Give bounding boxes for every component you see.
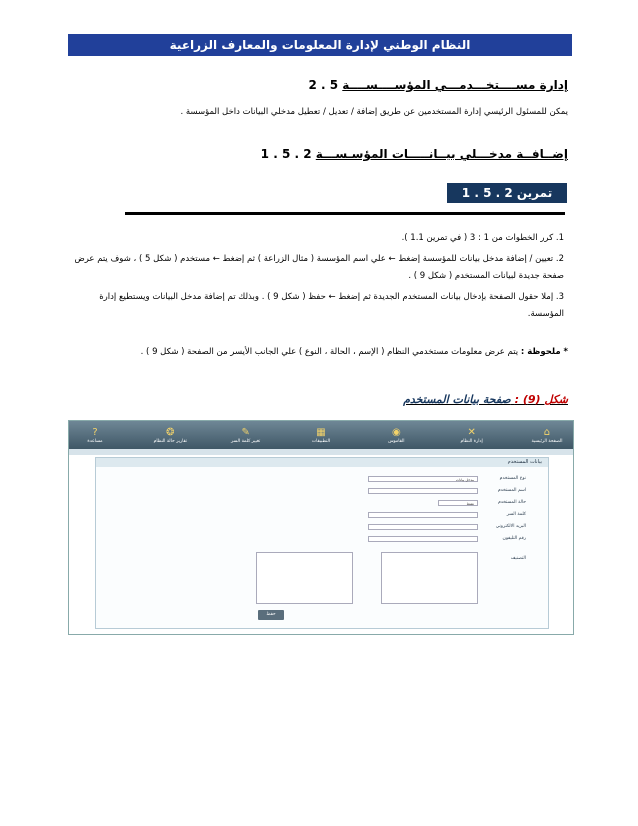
nav-item-applications[interactable]: [299, 421, 343, 449]
panel-title: بيانات المستخدم: [96, 458, 548, 467]
nav-label: القاموس: [388, 438, 405, 444]
email-label: البريد الالكتروني: [495, 524, 526, 529]
section-heading: [294, 78, 568, 92]
phone-input[interactable]: [368, 536, 478, 542]
classification-box-right[interactable]: [381, 552, 478, 604]
section-number: 5 . 2: [308, 78, 339, 92]
note: [141, 347, 568, 357]
key-icon: ✎: [241, 426, 250, 438]
save-button[interactable]: حفظ: [258, 610, 284, 620]
tools-icon: ✕: [467, 426, 476, 438]
user-type-label: نوع المستخدم: [499, 476, 526, 481]
classification-box-left[interactable]: [256, 552, 353, 604]
step-item: 1. كرر الخطوات من 1 : 3 ( في تمرين 1.1 ).: [401, 233, 564, 243]
user-name-label: اسم المستخدم: [497, 488, 526, 493]
home-icon: ⌂: [543, 426, 551, 438]
nav-item-change-password[interactable]: [224, 421, 268, 449]
nav-label: تغيير كلمة السر: [231, 438, 261, 444]
nav-label: التطبيقات: [311, 438, 331, 444]
password-label: كلمة السر: [506, 512, 526, 517]
nav-item-reports[interactable]: [148, 421, 192, 449]
user-status-label: حالة المستخدم: [497, 500, 526, 505]
app-top-nav: [69, 421, 573, 449]
step-item: 3. إملا حقول الصفحة بإدخال بيانات المستخدم الجديدة ثم إضغط ← حفظ ( شكل 9 ) . وبذلك تم إضافة مدخل البيانات ويستطيع إدارة المؤسسة.: [99, 292, 564, 319]
figure-label: شكل (9) :: [514, 393, 568, 406]
dictionary-icon: ◉: [391, 426, 401, 438]
nav-label: تقارير حالة النظام: [153, 438, 188, 444]
note-label: * ملحوظة :: [520, 347, 568, 357]
subsection-number: 2 . 5 . 1: [260, 147, 312, 161]
password-input[interactable]: [368, 512, 478, 518]
nav-item-home[interactable]: [525, 421, 569, 449]
nav-label: مساعدة: [87, 438, 103, 444]
exercise-label: تمرين 2 . 5 . 1: [447, 183, 567, 203]
report-icon: ❂: [166, 426, 175, 438]
app-sub-bar: [69, 449, 573, 455]
subsection-heading: [247, 147, 568, 161]
nav-item-system-admin[interactable]: [450, 421, 494, 449]
user-data-panel: [95, 457, 549, 629]
steps-list: [70, 230, 564, 327]
nav-label: إدارة النظام: [460, 438, 483, 444]
nav-item-help[interactable]: [73, 421, 117, 449]
header-banner: النظام الوطني لإدارة المعلومات والمعارف الزراعية: [68, 34, 572, 56]
phone-label: رقم التليفون: [502, 536, 526, 541]
divider: [125, 212, 565, 215]
embedded-screenshot: [68, 420, 574, 635]
help-icon: ?: [92, 426, 98, 438]
nav-label: الصفحة الرئيسية: [531, 438, 563, 444]
note-text: يتم عرض معلومات مستخدمي النظام ( الإسم ، الحالة ، النوع ) علي الجانب الأيسر من الصفحة ( شكل 9 ) .: [140, 347, 519, 357]
step-item: 2. تعيين / إضافة مدخل بيانات للمؤسسة إضغط ← علي اسم المؤسسة ( مثال الزراعة ) ثم إضغط ← مستخدم ( شكل 5 ) ، شوف يتم عرض صفحة جديدة لبيانات المستخدم ( شكل 9 ) .: [74, 254, 564, 281]
user-status-select[interactable]: نشط: [438, 500, 478, 506]
figure-caption: [403, 393, 568, 406]
classification-label: التصنيف: [510, 556, 526, 561]
email-input[interactable]: [368, 524, 478, 530]
user-name-input[interactable]: [368, 488, 478, 494]
subsection-title: إضــافــة مدخـــلي بيــانـــــات المؤسـســـة: [315, 147, 568, 161]
apps-icon: ▦: [316, 426, 326, 438]
nav-item-dictionary[interactable]: [374, 421, 418, 449]
user-type-select[interactable]: مدخل بيانات: [368, 476, 478, 482]
intro-paragraph: يمكن للمسئول الرئيسي إدارة المستخدمين عن طريق إضافة / تعديل / تعطيل مدخلي البيانات داخل المؤسسة .: [180, 107, 568, 117]
section-title: إدارة مســــتخـــدمـــي المؤســــســــة: [342, 78, 568, 92]
figure-title: صفحة بيانات المستخدم: [403, 393, 511, 406]
